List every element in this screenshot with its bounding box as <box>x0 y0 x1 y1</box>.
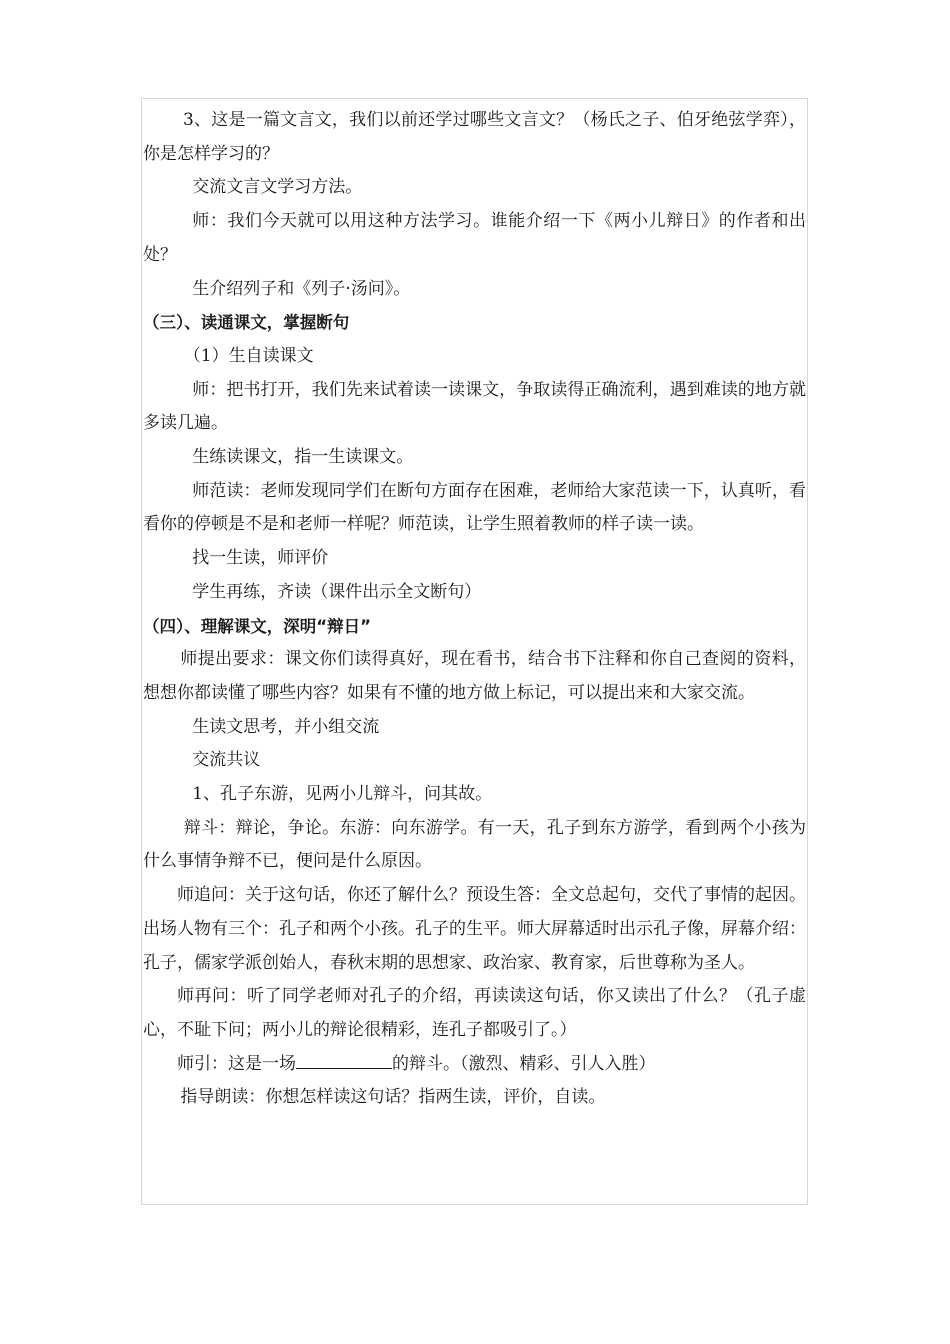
paragraph-reading-guidance: 指导朗读：你想怎样读这句话？指两生读，评价，自读。 <box>180 1087 606 1108</box>
paragraph-teacher-asks-again: 师再问：听了同学老师对孔子的介绍，再读读这句话，你又读出了什么？（孔子虚心，不耻下问；两小儿的辩论很精彩，连孔子都吸引了。） <box>143 986 806 1040</box>
fill-in-blank-line <box>296 1050 392 1069</box>
paragraph-student-practice-reading: 生练读课文，指一生读课文。 <box>192 447 414 468</box>
paragraph-self-reading: （1）生自读课文 <box>183 345 314 366</box>
section-heading-four: （四）、理解课文，深明“辩日” <box>143 616 371 636</box>
paragraph-student-introduces-liezi: 生介绍列子和《列子·汤问》。 <box>192 278 411 299</box>
paragraph-teacher-open-book: 师：把书打开，我们先来试着读一读课文，争取读得正确流利，遇到难读的地方就多读几遍。 <box>143 379 806 434</box>
paragraph-debate-explanation: 辩斗：辩论，争论。东游：向东游学。有一天，孔子到东方游学，看到两个小孩为什么事情争辩不已，便问是什么原因。 <box>143 817 806 872</box>
fill-in-prefix: 师引：这是一场 <box>177 1053 296 1074</box>
paragraph-group-discussion: 生读文思考，并小组交流 <box>192 716 380 737</box>
paragraph-teacher-author-question: 师：我们今天就可以用这种方法学习。谁能介绍一下《两小儿辩日》的作者和出处？ <box>143 211 806 265</box>
fill-in-suffix: 的辩斗。（激烈、精彩、引人入胜） <box>392 1053 656 1074</box>
paragraph-teacher-guides <box>143 1048 806 1082</box>
paragraph-exchange-methods: 交流文言文学习方法。 <box>192 177 363 198</box>
paragraph-teacher-follow-up: 师追问：关于这句话，你还了解什么？预设生答：全文总起句，交代了事情的起因。出场人物有三个：孔子和两个小孩。孔子的生平。师大屏幕适时出示孔子像，屏幕介绍：孔子，儒家学派创始人，春秋末期的思想家、政治家、教育家，后世尊称为圣人。 <box>143 885 806 973</box>
paragraph-classical-texts-question: 3、这是一篇文言文，我们以前还学过哪些文言文？（杨氏之子、伯牙绝弦学弈），你是怎样学习的？ <box>143 110 806 164</box>
paragraph-teacher-model-reading: 师范读：老师发现同学们在断句方面存在困难，老师给大家范读一下，认真听，看看你的停顿是不是和老师一样呢？师范读，让学生照着教师的样子读一读。 <box>143 480 806 535</box>
paragraph-practice-again: 学生再练，齐读（课件出示全文断句） <box>192 581 482 602</box>
paragraph-student-reads-evaluate: 找一生读，师评价 <box>192 548 329 569</box>
section-heading-three: （三）、读通课文，掌握断句 <box>143 313 350 333</box>
paragraph-confucius-travels: 1、孔子东游，见两小儿辩斗，问其故。 <box>192 784 493 805</box>
document-body <box>143 104 806 1115</box>
paragraph-exchange-discuss: 交流共议 <box>192 750 261 771</box>
paragraph-teacher-requirements: 师提出要求：课文你们读得真好，现在看书，结合书下注释和你自己查阅的资料，想想你都读懂了哪些内容？如果有不懂的地方做上标记，可以提出来和大家交流。 <box>143 649 806 703</box>
